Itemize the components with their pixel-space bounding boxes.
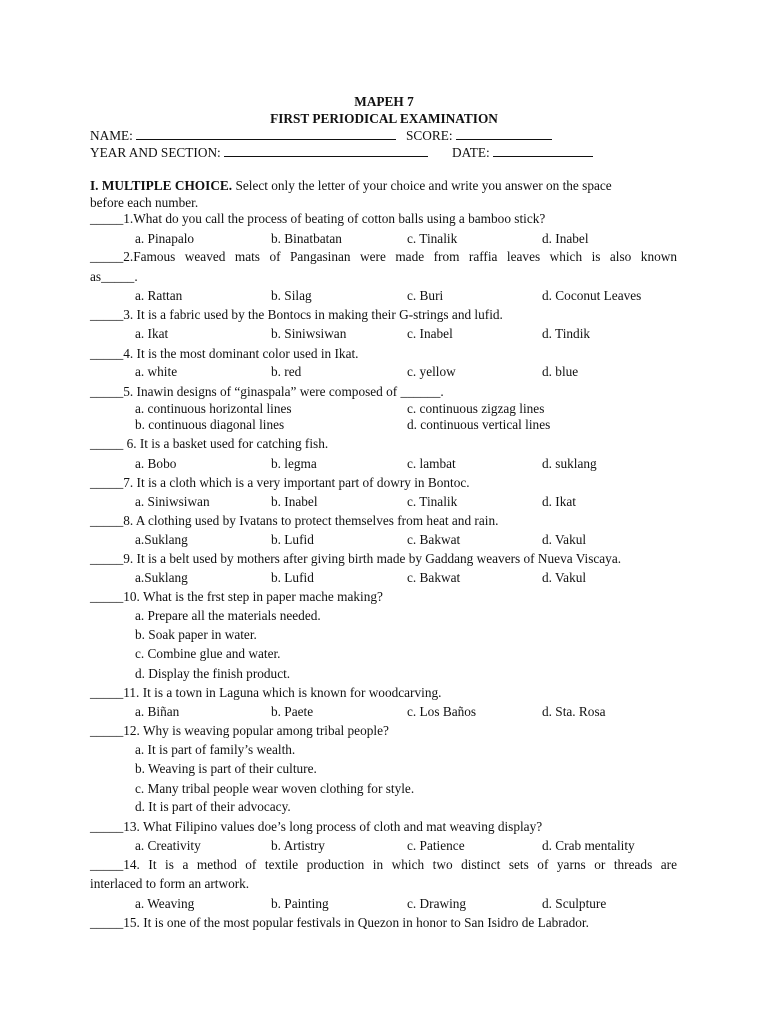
date-label: DATE:	[452, 145, 490, 160]
q1-option-c: c. Tinalik	[407, 231, 458, 246]
q1-option-a: a. Pinapalo	[135, 231, 195, 246]
q8-option-c: c. Bakwat	[407, 532, 461, 547]
year-section-label: YEAR AND SECTION:	[90, 145, 221, 160]
date-blank	[493, 145, 593, 157]
q9-option-b: b. Lufid	[271, 570, 314, 585]
year-section-blank	[224, 145, 428, 157]
question-6: _____ 6. It is a basket used for catching fish.	[90, 436, 329, 451]
q4-option-b: b. red	[271, 364, 302, 379]
question-3: _____3. It is a fabric used by the Bontocs in making their G-strings and lufid.	[90, 307, 503, 322]
question-14-line2: interlaced to form an artwork.	[90, 876, 250, 891]
q6-option-a: a. Bobo	[135, 456, 177, 471]
exam-title: FIRST PERIODICAL EXAMINATION	[270, 111, 498, 126]
q5-option-c: c. continuous zigzag lines	[407, 401, 545, 416]
q2-option-d: d. Coconut Leaves	[542, 288, 642, 303]
instructions	[90, 178, 612, 194]
q7-option-b: b. Inabel	[271, 494, 318, 509]
subject-title: MAPEH 7	[354, 94, 414, 109]
q12-option-c: c. Many tribal people wear woven clothing for style.	[135, 781, 415, 796]
q2-option-a: a. Rattan	[135, 288, 183, 303]
q7-option-d: d. Ikat	[542, 494, 576, 509]
question-9: _____9. It is a belt used by mothers after giving birth made by Gaddang weavers of Nueva Viscaya.	[90, 551, 622, 566]
question-7: _____7. It is a cloth which is a very important part of dowry in Bontoc.	[90, 475, 470, 490]
q1-option-b: b. Binatbatan	[271, 231, 342, 246]
question-5: _____5. Inawin designs of “ginaspala” were composed of ______.	[90, 384, 444, 399]
q4-option-d: d. blue	[542, 364, 579, 379]
q12-option-b: b. Weaving is part of their culture.	[135, 761, 317, 776]
question-4: _____4. It is the most dominant color used in Ikat.	[90, 346, 359, 361]
name-field	[90, 128, 396, 144]
q11-option-b: b. Paete	[271, 704, 314, 719]
q14-option-a: a. Weaving	[135, 896, 195, 911]
question-13: _____13. What Filipino values doe’s long process of cloth and mat weaving display?	[90, 819, 543, 834]
q6-option-c: c. lambat	[407, 456, 456, 471]
q9-option-c: c. Bakwat	[407, 570, 461, 585]
q5-option-d: d. continuous vertical lines	[407, 417, 551, 432]
q2-option-b: b. Silag	[271, 288, 312, 303]
q9-option-a: a.Suklang	[135, 570, 188, 585]
q3-option-a: a. Ikat	[135, 326, 169, 341]
q10-option-b: b. Soak paper in water.	[135, 627, 257, 642]
q8-option-a: a.Suklang	[135, 532, 188, 547]
q4-option-a: a. white	[135, 364, 178, 379]
score-field	[406, 128, 552, 144]
q10-option-c: c. Combine glue and water.	[135, 646, 281, 661]
q13-option-d: d. Crab mentality	[542, 838, 635, 853]
q6-option-d: d. suklang	[542, 456, 597, 471]
instructions-heading: I. MULTIPLE CHOICE.	[90, 178, 233, 193]
question-2-line2: as_____.	[90, 269, 138, 284]
date-field	[452, 145, 593, 161]
question-15: _____15. It is one of the most popular festivals in Quezon in honor to San Isidro de Labrador.	[90, 915, 589, 930]
q7-option-a: a. Siniwsiwan	[135, 494, 210, 509]
q10-option-a: a. Prepare all the materials needed.	[135, 608, 321, 623]
q12-option-d: d. It is part of their advocacy.	[135, 799, 291, 814]
q12-option-a: a. It is part of family’s wealth.	[135, 742, 296, 757]
instructions-text-line2: before each number.	[90, 195, 199, 210]
q8-option-d: d. Vakul	[542, 532, 587, 547]
q5-option-b: b. continuous diagonal lines	[135, 417, 285, 432]
question-10: _____10. What is the frst step in paper mache making?	[90, 589, 383, 604]
q1-option-d: d. Inabel	[542, 231, 589, 246]
q4-option-c: c. yellow	[407, 364, 456, 379]
name-blank	[136, 128, 396, 140]
question-11: _____11. It is a town in Laguna which is known for woodcarving.	[90, 685, 442, 700]
q3-option-d: d. Tindik	[542, 326, 591, 341]
question-14: _____14. It is a method of textile production in which two distinct sets of yarns or threads are	[90, 857, 677, 872]
name-label: NAME:	[90, 128, 133, 143]
q13-option-b: b. Artistry	[271, 838, 325, 853]
q3-option-b: b. Siniwsiwan	[271, 326, 347, 341]
q9-option-d: d. Vakul	[542, 570, 587, 585]
q14-option-b: b. Painting	[271, 896, 329, 911]
q13-option-a: a. Creativity	[135, 838, 201, 853]
q14-option-c: c. Drawing	[407, 896, 467, 911]
q6-option-b: b. legma	[271, 456, 317, 471]
q14-option-d: d. Sculpture	[542, 896, 607, 911]
q11-option-d: d. Sta. Rosa	[542, 704, 606, 719]
q5-option-a: a. continuous horizontal lines	[135, 401, 292, 416]
question-1: _____1.What do you call the process of beating of cotton balls using a bamboo stick?	[90, 211, 546, 226]
question-12: _____12. Why is weaving popular among tribal people?	[90, 723, 389, 738]
instructions-text-line1: Select only the letter of your choice and write you answer on the space	[232, 178, 612, 193]
score-label: SCORE:	[406, 128, 453, 143]
score-blank	[456, 128, 552, 140]
question-8: _____8. A clothing used by Ivatans to protect themselves from heat and rain.	[90, 513, 499, 528]
q7-option-c: c. Tinalik	[407, 494, 458, 509]
year-section-field	[90, 145, 428, 161]
q11-option-a: a. Biñan	[135, 704, 180, 719]
q11-option-c: c. Los Baños	[407, 704, 477, 719]
q8-option-b: b. Lufid	[271, 532, 314, 547]
q3-option-c: c. Inabel	[407, 326, 453, 341]
q2-option-c: c. Buri	[407, 288, 444, 303]
q13-option-c: c. Patience	[407, 838, 465, 853]
question-2: _____2.Famous weaved mats of Pangasinan were made from raffia leaves which is also known	[90, 249, 677, 264]
q10-option-d: d. Display the finish product.	[135, 666, 291, 681]
